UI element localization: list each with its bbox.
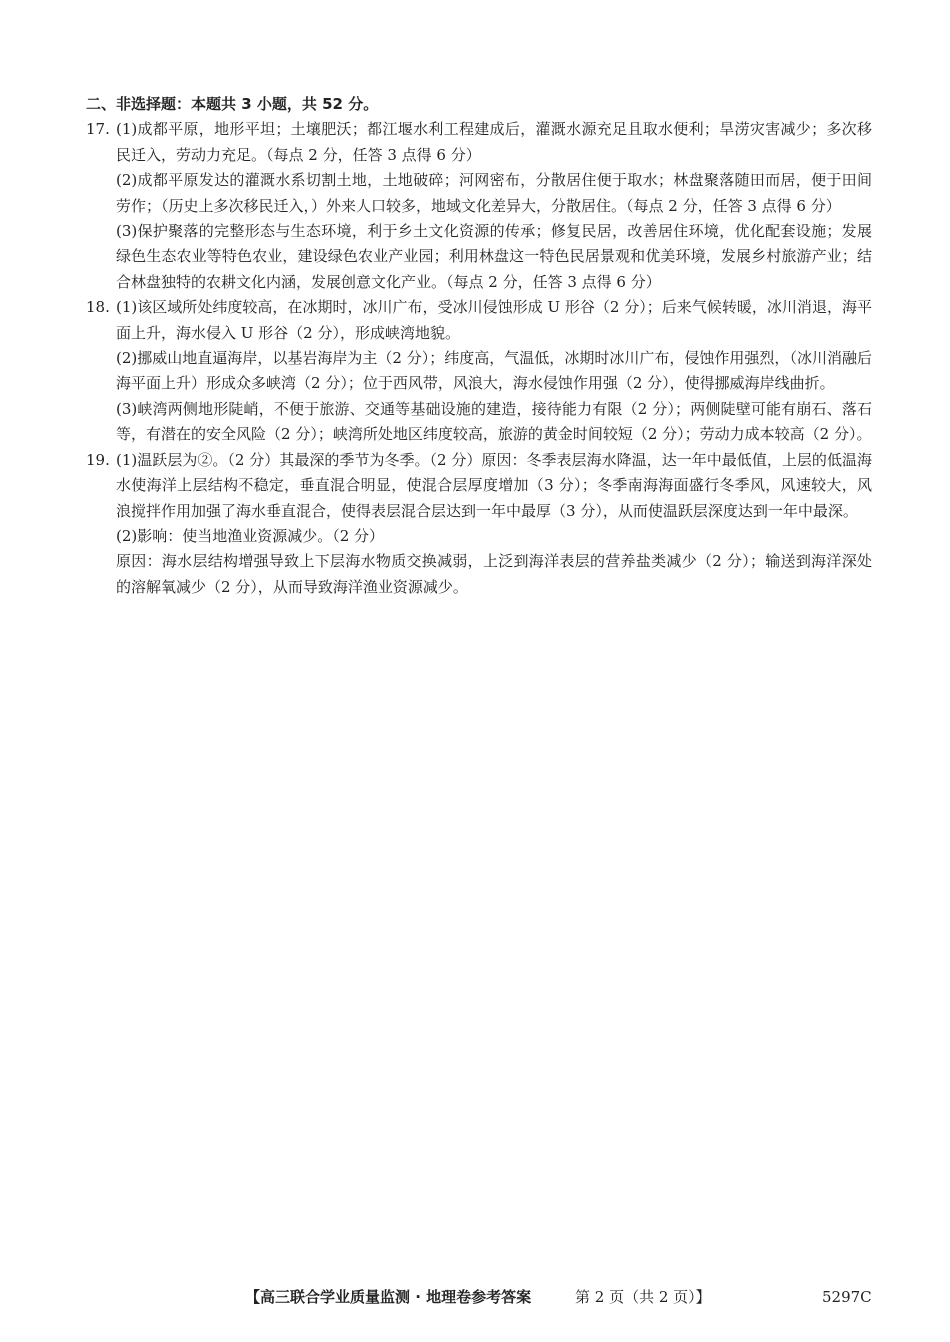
section-title: 二、非选择题：本题共 3 小题，共 52 分。 xyxy=(86,95,379,113)
question-18 xyxy=(86,295,872,447)
answer-paragraph: (2)挪威山地直逼海岸，以基岩海岸为主（2 分）；纬度高，气温低，冰期时冰川广布，侵蚀作用强烈，（冰川消融后海平面上升）形成众多峡湾（2 分）；位于西风带，风浪大，海水侵蚀作用强（2 分），使得挪威海岸线曲折。 xyxy=(116,349,872,393)
footer-page-number: 第 2 页（共 2 页）】 xyxy=(575,1288,711,1306)
question-19 xyxy=(86,448,872,600)
question-number: 18. xyxy=(86,298,110,317)
question-17 xyxy=(86,117,872,295)
answer-paragraph: 原因：海水层结构增强导致上下层海水物质交换减弱，上泛到海洋表层的营养盐类减少（2 分）；输送到海洋深处的溶解氧减少（2 分），从而导致海洋渔业资源减少。 xyxy=(116,552,872,596)
answer-paragraph: (2)成都平原发达的灌溉水系切割土地，土地破碎；河网密布，分散居住便于取水；林盘聚落随田而居，便于田间劳作；（历史上多次移民迁入，）外来人口较多，地域文化差异大，分散居住。（每点 2 分，任答 3 点得 6 分） xyxy=(116,171,872,215)
footer-title: 【高三联合学业质量监测 · 地理卷参考答案 xyxy=(245,1288,532,1306)
answer-content xyxy=(86,92,872,600)
question-number: 17. xyxy=(86,120,110,139)
answer-paragraph: (3)保护聚落的完整形态与生态环境，利于乡土文化资源的传承；修复民居，改善居住环境，优化配套设施；发展绿色生态农业等特色农业，建设绿色农业产业园；利用林盘这一特色民居景观和优美环境，发展乡村旅游产业；结合林盘独特的农耕文化内涵，发展创意文化产业。（每点 2 分，任答 3 点得 6 分） xyxy=(116,222,872,291)
answer-paragraph: (1)该区域所处纬度较高，在冰期时，冰川广布，受冰川侵蚀形成 U 形谷（2 分）；后来气候转暖，冰川消退，海平面上升，海水侵入 U 形谷（2 分），形成峡湾地貌。 xyxy=(116,298,872,342)
answer-paragraph: (1)成都平原，地形平坦；土壤肥沃；都江堰水利工程建成后，灌溉水源充足且取水便利；旱涝灾害减少；多次移民迁入，劳动力充足。（每点 2 分，任答 3 点得 6 分） xyxy=(116,120,872,164)
answer-paragraph: (1)温跃层为②。（2 分）其最深的季节为冬季。（2 分）原因：冬季表层海水降温，达一年中最低值，上层的低温海水使海洋上层结构不稳定，垂直混合明显，使混合层厚度增加（3 分）；冬季南海海面盛行冬季风，风速较大，风浪搅拌作用加强了海水垂直混合，使得表层混合层达到一年中最厚（3 分），从而使温跃层深度达到一年中最深。 xyxy=(116,450,872,520)
footer-code: 5297C xyxy=(822,1288,872,1306)
answer-paragraph: (3)峡湾两侧地形陡峭，不便于旅游、交通等基础设施的建造，接待能力有限（2 分）；两侧陡壁可能有崩石、落石等，有潜在的安全风险（2 分）；峡湾所处地区纬度较高，旅游的黄金时间较短（2 分）；劳动力成本较高（2 分）。 xyxy=(116,399,872,444)
question-number: 19. xyxy=(86,450,110,469)
answer-paragraph: (2)影响：使当地渔业资源减少。（2 分） xyxy=(116,526,385,545)
